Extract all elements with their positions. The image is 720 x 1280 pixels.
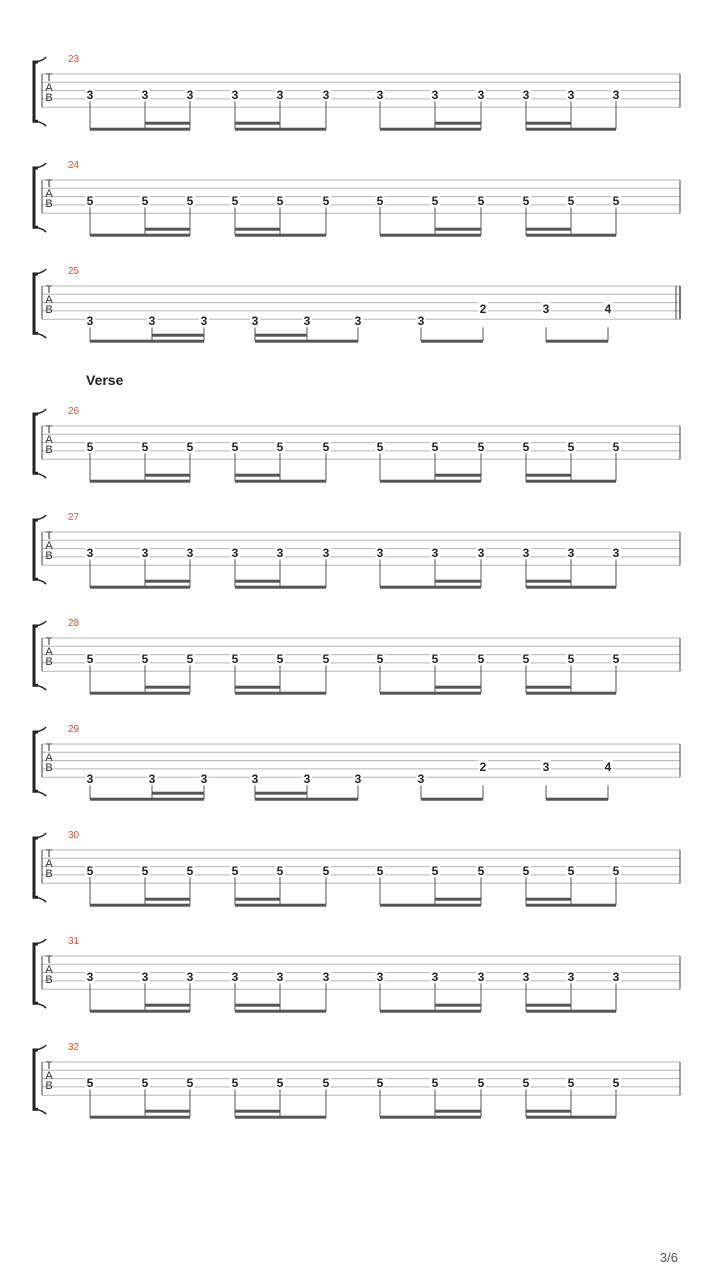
beam — [380, 904, 481, 907]
fret-number: 3 — [567, 546, 575, 561]
fret-number: 3 — [231, 546, 239, 561]
system-bracket — [34, 944, 38, 1003]
fret-number: 3 — [417, 314, 425, 329]
fret-number: 3 — [200, 772, 208, 787]
tab-clef-letter: A — [45, 82, 53, 94]
secondary-beam — [145, 474, 190, 477]
fret-number: 3 — [86, 772, 94, 787]
tab-clef-letter: T — [45, 72, 53, 84]
beam — [235, 128, 326, 131]
beam — [380, 128, 481, 131]
secondary-beam — [435, 686, 481, 689]
tab-clef-letter: T — [45, 424, 53, 436]
beam — [526, 480, 616, 483]
bracket-hook-bottom — [36, 791, 46, 796]
tab-clef-letter: B — [45, 444, 53, 456]
fret-number: 5 — [431, 1076, 439, 1091]
bracket-hook-top — [36, 727, 46, 732]
fret-number: 3 — [251, 314, 259, 329]
fret-number: 5 — [431, 194, 439, 209]
fret-number: 3 — [148, 314, 156, 329]
fret-number: 3 — [612, 970, 620, 985]
tab-clef-letter: T — [45, 848, 53, 860]
fret-number: 3 — [276, 546, 284, 561]
section-label: Verse — [86, 372, 124, 388]
secondary-beam — [435, 228, 481, 231]
secondary-beam — [152, 334, 204, 337]
tab-clef-letter: A — [45, 964, 53, 976]
fret-number: 5 — [186, 652, 194, 667]
beam — [526, 128, 616, 131]
measure-number: 31 — [68, 936, 80, 947]
beam — [90, 692, 190, 695]
tab-clef-letter: A — [45, 434, 53, 446]
secondary-beam — [145, 580, 190, 583]
tab-clef-letter: T — [45, 954, 53, 966]
beam — [526, 904, 616, 907]
fret-number: 4 — [604, 760, 612, 775]
fret-number: 3 — [276, 88, 284, 103]
tab-clef-letter: B — [45, 92, 53, 104]
secondary-beam — [255, 334, 307, 337]
fret-number: 5 — [522, 652, 530, 667]
fret-number: 4 — [604, 302, 612, 317]
fret-number: 3 — [186, 546, 194, 561]
beam — [90, 586, 190, 589]
secondary-beam — [255, 792, 307, 795]
fret-number: 3 — [322, 88, 330, 103]
fret-number: 5 — [477, 440, 485, 455]
fret-number: 5 — [86, 194, 94, 209]
fret-number: 3 — [141, 970, 149, 985]
bracket-hook-bottom — [36, 227, 46, 232]
secondary-beam — [526, 898, 571, 901]
fret-number: 3 — [186, 970, 194, 985]
fret-number: 3 — [567, 970, 575, 985]
beam — [380, 1116, 481, 1119]
fret-number: 5 — [477, 1076, 485, 1091]
beam — [235, 904, 326, 907]
fret-number: 3 — [322, 970, 330, 985]
secondary-beam — [145, 686, 190, 689]
beam — [255, 340, 358, 343]
beam — [235, 586, 326, 589]
fret-number: 5 — [567, 652, 575, 667]
fret-number: 5 — [431, 864, 439, 879]
system-bracket — [34, 838, 38, 897]
secondary-beam — [145, 228, 190, 231]
secondary-beam — [152, 792, 204, 795]
beam — [526, 234, 616, 237]
secondary-beam — [145, 1110, 190, 1113]
fret-number: 3 — [542, 760, 550, 775]
fret-number: 5 — [141, 652, 149, 667]
beam — [255, 798, 358, 801]
beam — [526, 1010, 616, 1013]
beam — [235, 692, 326, 695]
fret-number: 5 — [276, 1076, 284, 1091]
fret-number: 5 — [276, 864, 284, 879]
fret-number: 5 — [186, 1076, 194, 1091]
tab-clef-letter: B — [45, 304, 53, 316]
measure-number: 23 — [68, 54, 80, 65]
fret-number: 5 — [522, 194, 530, 209]
tab-clef-letter: B — [45, 656, 53, 668]
secondary-beam — [526, 1110, 571, 1113]
secondary-beam — [435, 122, 481, 125]
fret-number: 3 — [522, 970, 530, 985]
fret-number: 5 — [477, 652, 485, 667]
fret-number: 2 — [479, 760, 487, 775]
fret-number: 5 — [231, 652, 239, 667]
system-bracket — [34, 520, 38, 579]
beam — [380, 586, 481, 589]
tab-clef-letter: B — [45, 868, 53, 880]
secondary-beam — [526, 1004, 571, 1007]
fret-number: 5 — [231, 194, 239, 209]
beam — [90, 904, 190, 907]
fret-number: 5 — [186, 194, 194, 209]
beam — [90, 480, 190, 483]
fret-number: 3 — [522, 546, 530, 561]
secondary-beam — [526, 686, 571, 689]
fret-number: 3 — [522, 88, 530, 103]
beam — [380, 480, 481, 483]
system-bracket — [34, 732, 38, 791]
fret-number: 5 — [276, 652, 284, 667]
beam — [235, 234, 326, 237]
bracket-hook-bottom — [36, 1109, 46, 1114]
fret-number: 5 — [612, 1076, 620, 1091]
secondary-beam — [235, 580, 280, 583]
fret-number: 3 — [477, 88, 485, 103]
beam — [526, 692, 616, 695]
measure-number: 28 — [68, 618, 80, 629]
fret-number: 5 — [376, 1076, 384, 1091]
tab-clef-letter: B — [45, 198, 53, 210]
fret-number: 3 — [354, 314, 362, 329]
secondary-beam — [435, 898, 481, 901]
beam — [546, 798, 608, 801]
fret-number: 3 — [477, 970, 485, 985]
fret-number: 5 — [567, 440, 575, 455]
secondary-beam — [145, 122, 190, 125]
fret-number: 5 — [322, 1076, 330, 1091]
fret-number: 5 — [322, 194, 330, 209]
beam — [421, 340, 483, 343]
bracket-hook-top — [36, 163, 46, 168]
bracket-hook-top — [36, 409, 46, 414]
fret-number: 5 — [612, 194, 620, 209]
beam — [526, 1116, 616, 1119]
fret-number: 5 — [86, 652, 94, 667]
beam — [235, 1010, 326, 1013]
secondary-beam — [526, 122, 571, 125]
fret-number: 5 — [376, 864, 384, 879]
fret-number: 5 — [141, 194, 149, 209]
measure-number: 27 — [68, 512, 80, 523]
fret-number: 5 — [612, 864, 620, 879]
fret-number: 3 — [231, 88, 239, 103]
fret-number: 5 — [522, 440, 530, 455]
secondary-beam — [435, 580, 481, 583]
fret-number: 5 — [612, 440, 620, 455]
page-number: 3/6 — [659, 1250, 678, 1265]
bracket-hook-bottom — [36, 1003, 46, 1008]
fret-number: 3 — [376, 88, 384, 103]
secondary-beam — [435, 474, 481, 477]
system-bracket — [34, 1050, 38, 1109]
bracket-hook-top — [36, 621, 46, 626]
bracket-hook-bottom — [36, 579, 46, 584]
tab-clef-letter: A — [45, 752, 53, 764]
tab-clef-letter: T — [45, 1060, 53, 1072]
secondary-beam — [235, 686, 280, 689]
fret-number: 5 — [231, 440, 239, 455]
bracket-hook-bottom — [36, 333, 46, 338]
fret-number: 3 — [354, 772, 362, 787]
fret-number: 5 — [276, 440, 284, 455]
fret-number: 5 — [141, 864, 149, 879]
fret-number: 3 — [231, 970, 239, 985]
tab-clef-letter: T — [45, 178, 53, 190]
system-bracket — [34, 626, 38, 685]
tab-clef-letter: B — [45, 550, 53, 562]
bracket-hook-top — [36, 57, 46, 62]
tab-clef-letter: T — [45, 284, 53, 296]
beam — [90, 234, 190, 237]
fret-number: 5 — [567, 194, 575, 209]
secondary-beam — [235, 898, 280, 901]
secondary-beam — [235, 1110, 280, 1113]
tab-clef-letter: B — [45, 762, 53, 774]
fret-number: 5 — [477, 194, 485, 209]
fret-number: 5 — [322, 440, 330, 455]
measure-number: 29 — [68, 724, 80, 735]
tab-clef-letter: B — [45, 1080, 53, 1092]
measure-number: 24 — [68, 160, 80, 171]
fret-number: 3 — [276, 970, 284, 985]
beam — [526, 586, 616, 589]
fret-number: 3 — [431, 88, 439, 103]
fret-number: 5 — [322, 864, 330, 879]
system-bracket — [34, 62, 38, 121]
measure-number: 25 — [68, 266, 80, 277]
beam — [235, 480, 326, 483]
beam — [380, 692, 481, 695]
bracket-hook-top — [36, 939, 46, 944]
fret-number: 5 — [431, 440, 439, 455]
beam — [90, 128, 190, 131]
fret-number: 5 — [231, 1076, 239, 1091]
fret-number: 3 — [200, 314, 208, 329]
system-bracket — [34, 414, 38, 473]
fret-number: 3 — [322, 546, 330, 561]
secondary-beam — [235, 122, 280, 125]
fret-number: 5 — [522, 1076, 530, 1091]
fret-number: 3 — [86, 314, 94, 329]
fret-number: 5 — [376, 652, 384, 667]
measure-number: 32 — [68, 1042, 80, 1053]
beam — [546, 340, 608, 343]
bracket-hook-bottom — [36, 473, 46, 478]
tab-clef-letter: A — [45, 294, 53, 306]
beam — [235, 1116, 326, 1119]
fret-number: 5 — [86, 1076, 94, 1091]
fret-number: 3 — [303, 314, 311, 329]
fret-number: 5 — [141, 440, 149, 455]
fret-number: 3 — [431, 546, 439, 561]
system-bracket — [34, 274, 38, 333]
fret-number: 3 — [303, 772, 311, 787]
fret-number: 3 — [567, 88, 575, 103]
fret-number: 5 — [276, 194, 284, 209]
tab-clef-letter: A — [45, 540, 53, 552]
tab-clef-letter: A — [45, 646, 53, 658]
bracket-hook-bottom — [36, 685, 46, 690]
secondary-beam — [526, 474, 571, 477]
fret-number: 5 — [431, 652, 439, 667]
fret-number: 5 — [376, 194, 384, 209]
beam — [90, 1010, 190, 1013]
secondary-beam — [145, 1004, 190, 1007]
bracket-hook-top — [36, 515, 46, 520]
measure-number: 26 — [68, 406, 80, 417]
fret-number: 5 — [567, 1076, 575, 1091]
bracket-hook-bottom — [36, 121, 46, 126]
fret-number: 3 — [542, 302, 550, 317]
fret-number: 3 — [376, 546, 384, 561]
fret-number: 3 — [148, 772, 156, 787]
fret-number: 3 — [612, 546, 620, 561]
fret-number: 5 — [567, 864, 575, 879]
fret-number: 3 — [86, 88, 94, 103]
fret-number: 5 — [186, 440, 194, 455]
fret-number: 5 — [86, 440, 94, 455]
fret-number: 3 — [141, 88, 149, 103]
secondary-beam — [235, 1004, 280, 1007]
secondary-beam — [435, 1004, 481, 1007]
beam — [90, 1116, 190, 1119]
fret-number: 3 — [86, 970, 94, 985]
bracket-hook-top — [36, 1045, 46, 1050]
tab-clef-letter: T — [45, 530, 53, 542]
fret-number: 3 — [186, 88, 194, 103]
fret-number: 5 — [322, 652, 330, 667]
fret-number: 5 — [376, 440, 384, 455]
tab-clef-letter: A — [45, 858, 53, 870]
secondary-beam — [235, 474, 280, 477]
fret-number: 3 — [376, 970, 384, 985]
fret-number: 5 — [186, 864, 194, 879]
beam — [421, 798, 483, 801]
fret-number: 5 — [86, 864, 94, 879]
bracket-hook-top — [36, 269, 46, 274]
beam — [380, 1010, 481, 1013]
fret-number: 5 — [477, 864, 485, 879]
secondary-beam — [435, 1110, 481, 1113]
beam — [90, 340, 204, 343]
secondary-beam — [526, 580, 571, 583]
fret-number: 5 — [141, 1076, 149, 1091]
tab-clef-letter: B — [45, 974, 53, 986]
fret-number: 2 — [479, 302, 487, 317]
fret-number: 3 — [141, 546, 149, 561]
fret-number: 5 — [231, 864, 239, 879]
tab-clef-letter: A — [45, 1070, 53, 1082]
beam — [380, 234, 481, 237]
fret-number: 5 — [522, 864, 530, 879]
secondary-beam — [145, 898, 190, 901]
secondary-beam — [526, 228, 571, 231]
secondary-beam — [235, 228, 280, 231]
fret-number: 5 — [612, 652, 620, 667]
bracket-hook-bottom — [36, 897, 46, 902]
fret-number: 3 — [612, 88, 620, 103]
tab-clef-letter: T — [45, 636, 53, 648]
fret-number: 3 — [86, 546, 94, 561]
tab-clef-letter: A — [45, 188, 53, 200]
system-bracket — [34, 168, 38, 227]
fret-number: 3 — [431, 970, 439, 985]
bracket-hook-top — [36, 833, 46, 838]
beam — [90, 798, 204, 801]
measure-number: 30 — [68, 830, 80, 841]
tab-clef-letter: T — [45, 742, 53, 754]
fret-number: 3 — [417, 772, 425, 787]
fret-number: 3 — [477, 546, 485, 561]
fret-number: 3 — [251, 772, 259, 787]
